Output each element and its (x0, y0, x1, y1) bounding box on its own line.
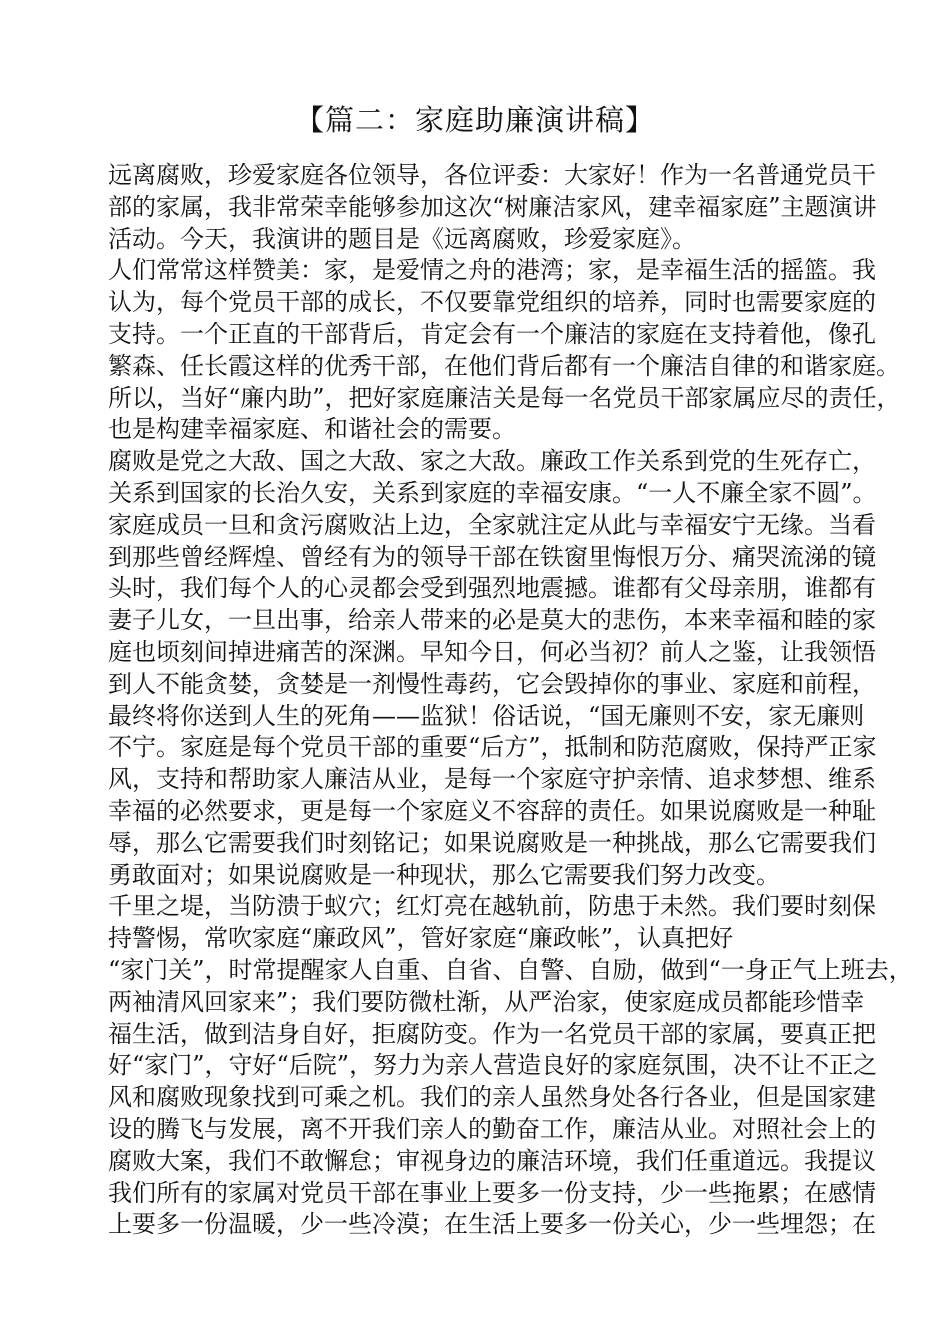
text-line: “家门关”，时常提醒家人自重、自省、自警、自励，做到“一身正气上班去， (108, 955, 913, 984)
text-line: 到那些曾经辉煌、曾经有为的领导干部在铁窗里悔恨万分、痛哭流涕的镜 (108, 542, 876, 571)
text-line: 设的腾飞与发展，离不开我们亲人的勤奋工作，廉洁从业。对照社会上的 (108, 1114, 876, 1143)
text-line: 持警惕，常吹家庭“廉政风”，管好家庭“廉政帐”，认真把好 (108, 924, 734, 953)
text-line: 到人不能贪婪，贪婪是一剂慢性毒药，它会毁掉你的事业、家庭和前程， (108, 669, 876, 698)
text-line: 头时，我们每个人的心灵都会受到强烈地震撼。谁都有父母亲朋，谁都有 (108, 574, 876, 603)
text-line: 勇敢面对；如果说腐败是一种现状，那么它需要我们努力改变。 (108, 860, 780, 889)
text-line: 千里之堤，当防溃于蚁穴；红灯亮在越轨前，防患于未然。我们要时刻保 (108, 892, 876, 921)
text-line: 我们所有的家属对党员干部在事业上要多一份支持，少一些拖累；在感情 (108, 1178, 876, 1207)
text-line: 妻子儿女，一旦出事，给亲人带来的必是莫大的悲伤，本来幸福和睦的家 (108, 606, 876, 635)
text-line: 繁森、任长霞这样的优秀干部，在他们背后都有一个廉洁自律的和谐家庭。 (108, 351, 900, 380)
text-line: 辱，那么它需要我们时刻铭记；如果说腐败是一种挑战，那么它需要我们 (108, 828, 876, 857)
text-line: 风，支持和帮助家人廉洁从业，是每一个家庭守护亲情、追求梦想、维系 (108, 765, 876, 794)
text-line: 部的家属，我非常荣幸能够参加这次“树廉洁家风，建幸福家庭”主题演讲 (108, 192, 877, 221)
text-line: 庭也顷刻间掉进痛苦的深渊。早知今日，何必当初？前人之鉴，让我领悟 (108, 637, 876, 666)
text-line: 风和腐败现象找到可乘之机。我们的亲人虽然身处各行各业，但是国家建 (108, 1083, 876, 1112)
text-line: 上要多一份温暖，少一些冷漠；在生活上要多一份关心，少一些埋怨；在 (108, 1210, 876, 1239)
text-line: 腐败大案，我们不敢懈怠；审视身边的廉洁环境，我们任重道远。我提议 (108, 1146, 876, 1175)
document-body (108, 160, 913, 1241)
text-line: 最终将你送到人生的死角——监狱！俗话说，“国无廉则不安，家无廉则 (108, 701, 865, 730)
text-line: 人们常常这样赞美：家，是爱情之舟的港湾；家，是幸福生活的摇篮。我 (108, 256, 876, 285)
document-title: 【篇二：家庭助廉演讲稿】 (294, 103, 655, 137)
text-line: 远离腐败，珍爱家庭各位领导，各位评委：大家好！作为一名普通党员干 (108, 161, 876, 189)
text-line: 关系到国家的长治久安，关系到家庭的幸福安康。“一人不廉全家不圆”。 (108, 478, 877, 507)
text-line: 福生活，做到洁身自好，拒腐防变。作为一名党员干部的家属，要真正把 (108, 1019, 876, 1048)
text-line: 所以，当好“廉内助”，把好家庭廉洁关是每一名党员干部家属应尽的责任， (108, 383, 901, 412)
text-line: 腐败是党之大敌、国之大敌、家之大敌。廉政工作关系到党的生死存亡， (108, 447, 876, 476)
text-line: 不宁。家庭是每个党员干部的重要“后方”，抵制和防范腐败，保持严正家 (108, 733, 877, 762)
text-line: 也是构建幸福家庭、和谐社会的需要。 (108, 415, 516, 444)
text-line: 活动。今天，我演讲的题目是《远离腐败，珍爱家庭》。 (108, 224, 696, 253)
text-line: 幸福的必然要求，更是每一个家庭义不容辞的责任。如果说腐败是一种耻 (108, 796, 876, 825)
text-line: 两袖清风回家来”；我们要防微杜渐，从严治家，使家庭成员都能珍惜幸 (108, 987, 865, 1016)
text-line: 好“家门”，守好“后院”，努力为亲人营造良好的家庭氛围，决不让不正之 (108, 1051, 878, 1080)
text-line: 认为，每个党员干部的成长，不仅要靠党组织的培养，同时也需要家庭的 (108, 288, 876, 317)
text-line: 支持。一个正直的干部背后，肯定会有一个廉洁的家庭在支持着他，像孔 (108, 319, 876, 348)
text-line: 家庭成员一旦和贪污腐败沾上边，全家就注定从此与幸福安宁无缘。当看 (108, 510, 876, 539)
